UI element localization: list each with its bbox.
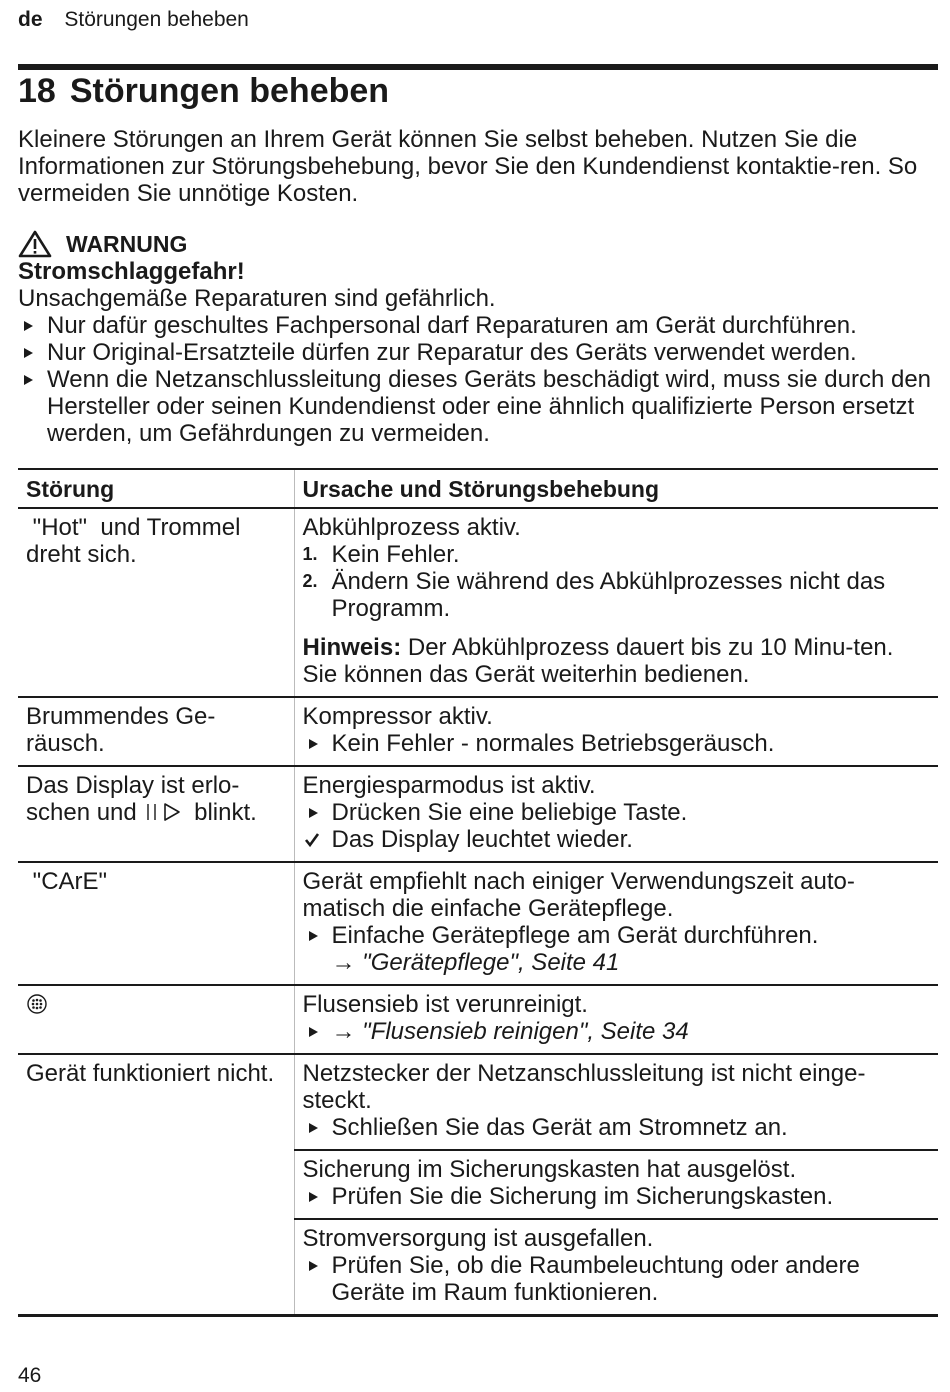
header-rule (18, 64, 938, 70)
warning-bullet: Nur dafür geschultes Fachpersonal darf Reparaturen am Gerät durchführen. (18, 312, 943, 339)
warning-label: WARNUNG (66, 230, 188, 257)
step-number: 1. (302, 544, 318, 564)
table-row (18, 766, 938, 862)
step-item (303, 541, 933, 568)
cause-cell (294, 1150, 938, 1219)
step-text: Kein Fehler. (331, 541, 460, 568)
result-text: Das Display leuchtet wieder. (331, 826, 633, 853)
cause-cell (294, 985, 938, 1054)
action-item: Kein Fehler - normales Betriebsgeräusch. (303, 730, 933, 757)
cross-reference: → "Gerätepflege", Seite 41 (331, 949, 620, 976)
action-item: Schließen Sie das Gerät am Stromnetz an. (303, 1114, 933, 1141)
result-item (303, 826, 933, 853)
cross-reference: → "Flusensieb reinigen", Seite 34 (303, 1018, 933, 1045)
chapter-title (18, 72, 389, 111)
fault-cell: "CArE" (18, 862, 294, 985)
table-header-row (18, 469, 938, 508)
cause-text: Sicherung im Sicherungskasten hat ausgelöst. (302, 1156, 797, 1183)
table-row (18, 1054, 938, 1150)
cause-text: Gerät empfiehlt nach einiger Verwendungszeit auto-matisch die einfache Gerätepflege. (302, 868, 855, 922)
fault-text: Das Display ist erlo-schen und (26, 772, 240, 826)
warning-block (18, 230, 943, 447)
cause-cell (294, 862, 938, 985)
column-header-cause: Ursache und Störungsbehebung (294, 469, 938, 508)
warning-heading: Stromschlaggefahr! (18, 258, 245, 285)
action-item: Prüfen Sie, ob die Raumbeleuchtung oder andere Geräte im Raum funktionieren. (303, 1252, 933, 1306)
cause-text: Stromversorgung ist ausgefallen. (302, 1225, 654, 1252)
page-number: 46 (18, 1364, 42, 1387)
fault-cell: "Hot" und Trommel dreht sich. (18, 508, 294, 697)
note (303, 634, 933, 688)
intro-paragraph: Kleinere Störungen an Ihrem Gerät können Sie selbst beheben. Nutzen Sie die Informationen zur Störungsbehebung, bevor Sie den Kundendienst kontaktie-ren. So vermeiden Sie unnötige Kosten. (18, 126, 918, 207)
language-code: de (18, 8, 43, 31)
chapter-title-text: Störungen beheben (69, 72, 390, 110)
fault-cell: Brummendes Ge-räusch. (18, 697, 294, 766)
start-pause-icon (143, 801, 187, 823)
chapter-number: 18 (18, 72, 56, 110)
cause-cell (294, 697, 938, 766)
warning-text: Unsachgemäße Reparaturen sind gefährlich. (18, 285, 496, 312)
lint-filter-icon (26, 993, 48, 1015)
cause-cell (294, 1054, 938, 1150)
action-item: Einfache Gerätepflege am Gerät durchführen. (303, 922, 933, 949)
warning-header (18, 230, 943, 258)
cause-cell (294, 1219, 938, 1316)
action-item: Drücken Sie eine beliebige Taste. (303, 799, 933, 826)
table-row (18, 862, 938, 985)
fault-text: blinkt. (187, 799, 257, 826)
cause-text: Abkühlprozess aktiv. (302, 514, 521, 541)
step-text: Ändern Sie während des Abkühlprozesses nicht das Programm. (331, 568, 886, 622)
troubleshooting-table (18, 468, 938, 1317)
column-header-fault: Störung (18, 469, 294, 508)
cause-cell (294, 766, 938, 862)
note-text: Der Abkühlprozess dauert bis zu 10 Minu-ten. Sie können das Gerät weiterhin bedienen. (302, 634, 894, 688)
table-row (18, 985, 938, 1054)
warning-bullet: Nur Original-Ersatzteile dürfen zur Reparatur des Geräts verwendet werden. (18, 339, 943, 366)
table-row (18, 697, 938, 766)
fault-cell (18, 766, 294, 862)
step-item (303, 568, 933, 622)
fault-cell: Gerät funktioniert nicht. (18, 1054, 294, 1316)
cause-text: Energiesparmodus ist aktiv. (302, 772, 596, 799)
cause-text: Netzstecker der Netzanschlussleitung ist nicht einge-steckt. (302, 1060, 866, 1114)
note-label: Hinweis: (302, 634, 402, 661)
cause-cell (294, 508, 938, 697)
warning-bullet: Wenn die Netzanschlussleitung dieses Geräts beschädigt wird, muss sie durch den Hersteller oder seinen Kundendienst oder eine ähnlich qualifizierte Person ersetzt werden, um Gefährdungen zu vermeiden. (18, 366, 943, 447)
running-section-title: Störungen beheben (64, 8, 249, 31)
step-number: 2. (302, 571, 318, 591)
table-row (18, 508, 938, 697)
page-header (18, 8, 249, 32)
checkmark-icon (304, 826, 320, 850)
warning-triangle-icon (18, 230, 52, 258)
fault-cell (18, 985, 294, 1054)
cause-text: Flusensieb ist verunreinigt. (302, 991, 588, 1018)
cause-text: Kompressor aktiv. (302, 703, 493, 730)
action-item: Prüfen Sie die Sicherung im Sicherungskasten. (303, 1183, 933, 1210)
